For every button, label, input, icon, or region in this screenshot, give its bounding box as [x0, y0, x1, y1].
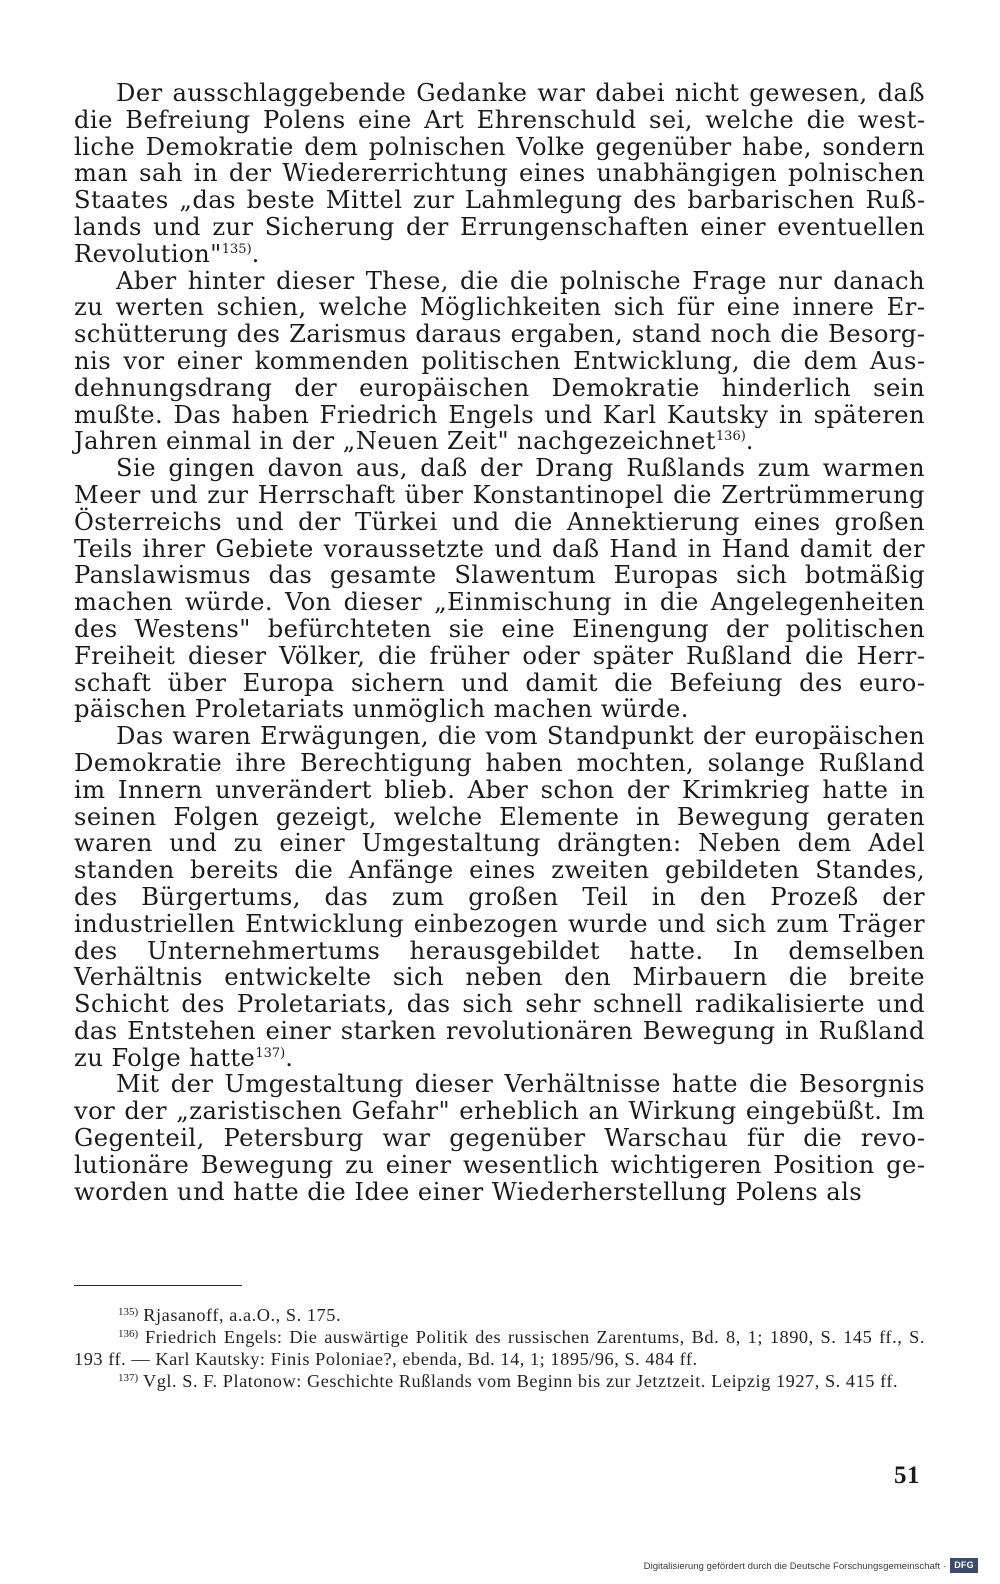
- footnote-mark: 136): [118, 1328, 139, 1340]
- main-text: [74, 80, 925, 1205]
- footnote-mark: 137): [118, 1372, 139, 1384]
- footnote-135: [74, 1304, 925, 1326]
- footnote-136: [74, 1326, 925, 1370]
- footnote-text: Vgl. S. F. Platonow: Geschichte Rußlands vom Beginn bis zur Jetztzeit. Leipzig 1927, S. 415 ff.: [142, 1371, 899, 1391]
- footnote-text: Friedrich Engels: Die auswärtige Politik des russischen Zarentums, Bd. 8, 1; 1890, S. 145 ff., S. 193 ff. — Karl Kautsky: Finis Poloniae?, ebenda, Bd. 14, 1; 1895/96, S. 484 ff.: [74, 1327, 925, 1369]
- paragraph-3: [74, 455, 925, 723]
- paragraph-2: [74, 268, 925, 456]
- page-number: 51: [894, 1462, 920, 1489]
- paragraph-text: Mit der Umgestaltung dieser Verhältnisse hatte die Besorgnis vor der „zaristischen Gefahr" erheblich an Wirkung eingebüßt. Im Gegenteil, Petersburg war gegenüber Warschau für die revolutionäre Bewegung zu einer wesentlich wichtigeren Position geworden und hatte die Idee einer Wiederherstellung Polens als: [74, 1070, 925, 1206]
- footnote-137: [74, 1370, 925, 1392]
- footnote-ref-137[interactable]: 137): [255, 1045, 286, 1061]
- paragraph-text: Sie gingen davon aus, daß der Drang Rußlands zum warmen Meer und zur Herrschaft über Konstantinopel die Zertrümmerung Österreichs und der Türkei und die Annektierung eines großen Teils ihrer Gebiete voraussetzte und daß Hand in Hand damit der Panslawismus das gesamte Slawentum Europas sich botmäßig machen würde. Von dieser „Einmischung in die Angelegenheiten des Westens" befürchteten sie eine Einengung der politischen Freiheit dieser Völker, die früher oder später Rußland die Herrschaft über Europa sichern und damit die Befeiung des europäischen Proletariats unmöglich machen würde.: [74, 454, 925, 724]
- paragraph-text: Das waren Erwägungen, die vom Standpunkt der europäischen Demokratie ihre Berechtigung haben mochten, solange Rußland im Innern unverändert blieb. Aber schon der Krimkrieg hatte in seinen Folgen gezeigt, welche Elemente in Bewegung geraten waren und zu einer Umgestaltung drängten: Neben dem Adel standen bereits die Anfänge eines zweiten gebildeten Standes, des Bürgertums, das zum großen Teil in den Prozeß der industriellen Entwicklung einbezogen wurde und sich zum Träger des Unternehmertums herausgebildet hatte. In demselben Verhältnis entwickelte sich neben den Mirbauern die breite Schicht des Proletariats, das sich sehr schnell radikalisierte und das Entstehen einer starken revolutionären Bewegung in Rußland zu Folge hatte: [74, 722, 925, 1072]
- footnotes: [74, 1304, 925, 1392]
- paragraph-text: Aber hinter dieser These, die die polnische Frage nur danach zu werten schien, welche Möglichkeiten sich für eine innere Erschütterung des Zarismus daraus ergaben, stand noch die Besorgnis vor einer kommenden politischen Entwicklung, die dem Ausdehnungsdrang der europäischen Demokratie hinderlich sein mußte. Das haben Friedrich Engels und Karl Kautsky in späteren Jahren einmal in der „Neuen Zeit" nachgezeichnet: [74, 266, 925, 456]
- paragraph-end: .: [285, 1043, 294, 1072]
- paragraph-end: .: [745, 427, 754, 456]
- digitization-credit: Digitalisierung gefördert durch die Deutsche Forschungsgemeinschaft ·: [643, 1561, 946, 1572]
- paragraph-1: [74, 80, 925, 268]
- paragraph-text: Der ausschlaggebende Gedanke war dabei nicht gewesen, daß die Befreiung Polens eine Art Ehrenschuld sei, welche die westliche Demokratie dem polnischen Volke gegenüber habe, sondern man sah in der Wiedererrichtung eines unabhängigen polnischen Staates „das beste Mittel zur Lahmlegung des barbarischen Rußlands und zur Sicherung der Errungenschaften einer eventuellen Revolution": [74, 79, 925, 268]
- paragraph-5: [74, 1071, 925, 1205]
- paragraph-4: [74, 723, 925, 1071]
- footnote-ref-136[interactable]: 136): [715, 429, 746, 445]
- paragraph-end: .: [251, 239, 260, 268]
- footnote-divider: [74, 1285, 242, 1286]
- footnote-text: Rjasanoff, a.a.O., S. 175.: [143, 1305, 342, 1325]
- dfg-logo-icon: DFG: [950, 1558, 978, 1573]
- footnote-ref-135[interactable]: 135): [221, 241, 252, 257]
- footnote-mark: 135): [118, 1306, 139, 1318]
